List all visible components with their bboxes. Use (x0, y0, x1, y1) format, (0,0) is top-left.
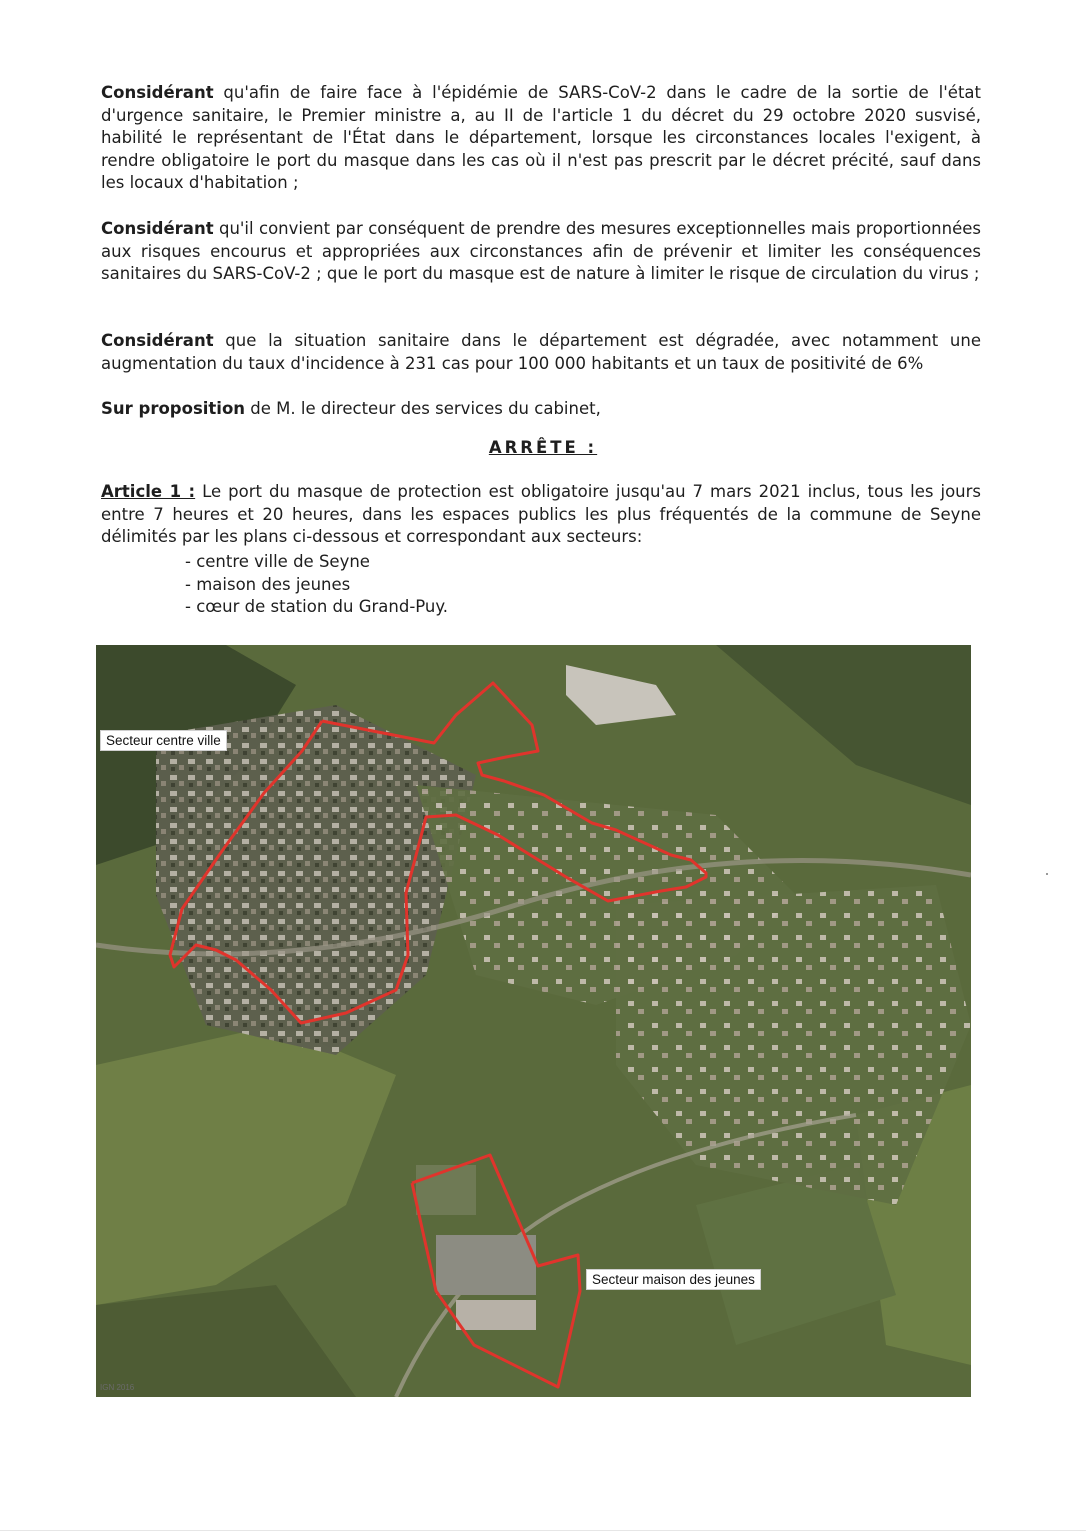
paragraph-keyword: Sur proposition (101, 399, 246, 418)
sector-list (185, 551, 448, 619)
paragraph-text: que la situation sanitaire dans le département est dégradée, avec notamment une augmentation du taux d'incidence à 231 cas pour 100 000 habitants et un taux de positivité de 6% (101, 331, 981, 373)
label-secteur-maison-jeunes: Secteur maison des jeunes (586, 1269, 761, 1290)
considerant-paragraph-1 (101, 82, 981, 195)
paragraph-keyword: Considérant (101, 219, 214, 238)
sector-item: - cœur de station du Grand-Puy. (185, 597, 449, 616)
aerial-photo (96, 645, 971, 1397)
proposition-paragraph (101, 398, 981, 421)
article-1 (101, 481, 981, 549)
sector-item: - maison des jeunes (185, 574, 351, 594)
aerial-map (96, 645, 971, 1397)
considerant-paragraph-2 (101, 218, 981, 286)
sector-item: - centre ville de Seyne (185, 552, 370, 571)
article-label: Article 1 : (101, 482, 196, 501)
article-text: Le port du masque de protection est obligatoire jusqu'au 7 mars 2021 inclus, tous les jours entre 7 heures et 20 heures, dans les espaces publics les plus fréquentés de la commune de Seyne délimités par les plans ci-dessous et correspondant aux secteurs: (101, 482, 981, 546)
paragraph-text: qu'il convient par conséquent de prendre des mesures exceptionnelles mais proportionnées aux risques encourus et appropriées aux circonstances afin de prévenir et limiter les conséquences sanitaires du SARS-CoV-2 ; que le port du masque est de nature à limiter le risque de circulation du virus ; (101, 219, 981, 283)
map-copyright: IGN 2016 (100, 1383, 135, 1392)
arrete-heading: ARRÊTE : (488, 438, 598, 457)
considerant-paragraph-3 (101, 330, 981, 375)
scan-artifact (1046, 873, 1048, 875)
paragraph-keyword: Considérant (101, 331, 214, 350)
paragraph-text: de M. le directeur des services du cabinet, (245, 399, 601, 418)
scan-edge-line (0, 1530, 1086, 1531)
label-secteur-centre-ville: Secteur centre ville (100, 730, 227, 751)
paragraph-keyword: Considérant (101, 83, 214, 102)
paragraph-text: qu'afin de faire face à l'épidémie de SARS-CoV-2 dans le cadre de la sortie de l'état d'urgence sanitaire, le Premier ministre a, au II de l'article 1 du décret du 29 octobre 2020 susvisé, habilité le représentant de l'État dans le département, lorsque les circonstances locales l'exigent, à rendre obligatoire le port du masque dans les cas où il n'est pas prescrit par le décret précité, sauf dans les locaux d'habitation ; (101, 83, 981, 192)
